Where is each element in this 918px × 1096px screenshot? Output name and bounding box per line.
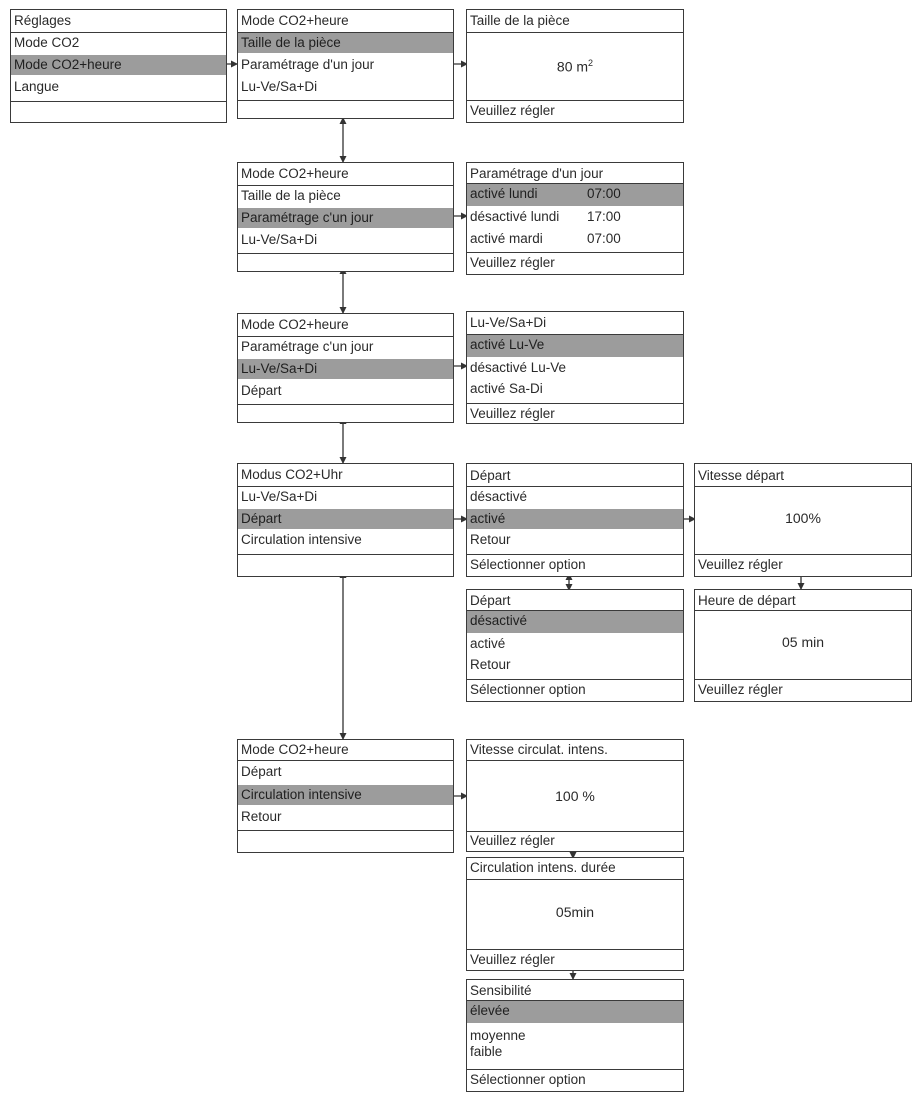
day-row[interactable] [467,207,683,227]
weekday-item[interactable]: activé Lu-Ve [467,335,683,357]
day-row-time: 07:00 [587,186,621,201]
option-item[interactable]: élevée [467,1001,683,1023]
menu-title: Mode CO2+heure [241,317,349,332]
menu-item-retour[interactable]: Retour [241,809,282,824]
menu-item-lu-ve[interactable]: Lu-Ve/Sa+Di [241,232,318,247]
panel-circ-duration [466,857,684,971]
panel-sensitivity [466,979,684,1092]
weekday-item[interactable]: activé Sa-Di [470,381,543,396]
panel-modus-menu [237,463,454,577]
day-row[interactable] [467,229,683,249]
circ-duration-value[interactable]: 05min [555,904,595,920]
option-item[interactable]: Retour [470,657,511,672]
panel-footer: Sélectionner option [470,557,586,572]
panel-title: Vitesse départ [698,468,785,483]
menu-item-lu-ve[interactable]: Lu-Ve/Sa+Di [238,359,453,379]
menu-item-taille[interactable]: Taille de la pièce [238,33,453,53]
panel-day-setting [466,162,684,275]
option-item[interactable]: désactivé [470,489,528,504]
option-item[interactable]: moyenne [470,1028,526,1043]
panel-co2h-menu-1 [237,9,454,119]
menu-title: Mode CO2+heure [241,742,349,757]
panel-title: Lu-Ve/Sa+Di [470,315,547,330]
circ-speed-value[interactable]: 100 % [555,788,595,804]
menu-item-taille[interactable]: Taille de la pièce [241,188,341,203]
panel-footer: Veuillez régler [470,103,555,118]
panel-depart-1 [466,463,684,577]
option-item[interactable]: activé [467,509,683,529]
menu-item-depart[interactable]: Départ [238,509,453,529]
panel-title: Vitesse circulat. intens. [470,742,608,757]
panel-speed-depart [694,463,912,577]
day-row-time: 17:00 [587,209,621,224]
depart-time-value[interactable]: 05 min [781,634,825,650]
option-item[interactable]: faible [470,1044,503,1059]
panel-title: Départ [470,468,511,483]
panel-settings-menu [10,9,227,123]
panel-weekday [466,311,684,424]
menu-item-depart[interactable]: Départ [241,764,282,779]
room-size-value[interactable] [467,58,683,75]
panel-footer: Veuillez régler [470,255,555,270]
panel-co2h-menu-3 [237,313,454,423]
weekday-item[interactable]: désactivé Lu-Ve [470,360,567,375]
panel-footer: Veuillez régler [470,833,555,848]
menu-item-mode-co2-heure[interactable]: Mode CO2+heure [11,55,226,75]
menu-item-parametrage[interactable]: Paramétrage c'un jour [241,339,374,354]
speed-depart-value[interactable]: 100% [785,510,821,526]
panel-depart-time [694,589,912,702]
menu-item-langue[interactable]: Langue [14,79,60,94]
panel-depart-2 [466,589,684,702]
panel-title: Taille de la pièce [470,13,570,28]
panel-footer: Veuillez régler [470,952,555,967]
option-item[interactable]: Retour [470,532,511,547]
menu-item-circulation[interactable]: Circulation intensive [238,785,453,805]
panel-circ-speed [466,739,684,852]
option-item[interactable]: désactivé [467,611,683,633]
menu-title: Modus CO2+Uhr [241,467,343,482]
panel-title: Départ [470,593,511,608]
menu-title: Mode CO2+heure [241,166,349,181]
day-row-time: 07:00 [587,231,621,246]
menu-item-parametrage[interactable]: Paramétrage d'un jour [241,57,375,72]
menu-title: Mode CO2+heure [241,13,349,28]
day-row-label: activé mardi [470,231,543,246]
menu-item-depart[interactable]: Départ [241,383,282,398]
panel-footer: Veuillez régler [470,406,555,421]
panel-title: Sensibilité [470,983,532,998]
panel-title: Heure de départ [698,593,796,608]
room-size-unit-exponent: 2 [588,58,594,68]
panel-co2h-menu-4 [237,739,454,853]
panel-title: Circulation intens. durée [470,860,616,875]
menu-item-lu-ve[interactable]: Lu-Ve/Sa+Di [241,489,318,504]
day-row[interactable] [467,184,683,206]
room-size-number: 80 m [556,58,589,75]
panel-room-size [466,9,684,123]
panel-footer: Veuillez régler [698,557,783,572]
menu-title: Réglages [14,13,72,28]
panel-footer: Sélectionner option [470,1072,586,1087]
menu-item-lu-ve[interactable]: Lu-Ve/Sa+Di [241,79,318,94]
day-row-label: désactivé lundi [470,209,560,224]
day-row-label: activé lundi [470,186,538,201]
panel-co2h-menu-2 [237,162,454,272]
panel-footer: Veuillez régler [698,682,783,697]
menu-item-circulation[interactable]: Circulation intensive [241,532,362,547]
menu-item-mode-co2[interactable]: Mode CO2 [14,35,80,50]
panel-footer: Sélectionner option [470,682,586,697]
option-item[interactable]: activé [470,636,506,651]
menu-item-parametrage[interactable]: Paramétrage c'un jour [238,208,453,228]
panel-title: Paramétrage d'un jour [470,166,604,181]
